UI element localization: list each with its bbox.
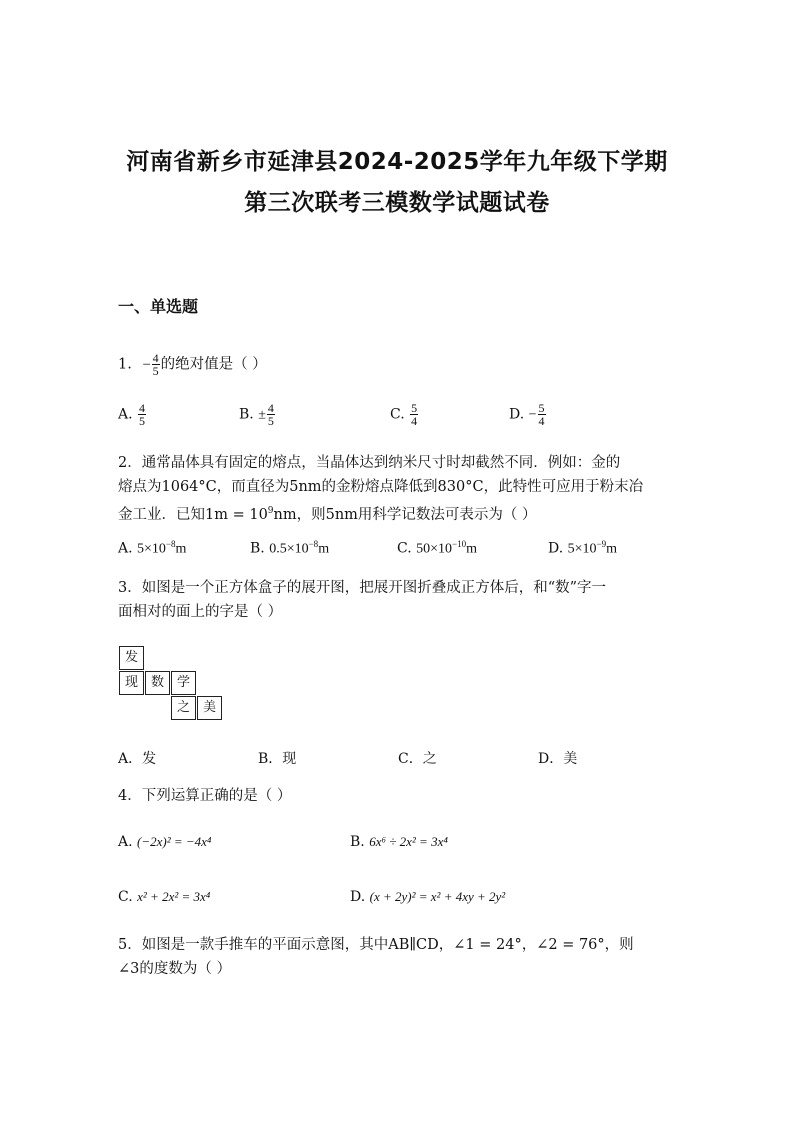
q2-option-a[interactable]: A. $5\times 10^{-8}m$ — [118, 539, 187, 557]
q1-number: 1. — [118, 356, 132, 373]
q4-option-b[interactable]: B. 6x⁶ ÷ 2x² = 3x⁴ — [350, 834, 448, 850]
q3-option-b[interactable]: B．现 — [258, 751, 297, 767]
q2-line-2: 熔点为1064°C，而直径为5nm的金粉熔点降低到830°C，此特性可应用于粉末冶 — [118, 479, 644, 495]
net-cell-fa: 发 — [119, 646, 144, 670]
q3-option-c[interactable]: C．之 — [398, 751, 437, 767]
q4-option-c[interactable]: C. x² + 2x² = 3x⁴ — [118, 889, 211, 905]
q1-option-c[interactable]: C. $\frac{5}{4}$ — [390, 401, 418, 428]
net-cell-shu: 数 — [145, 671, 170, 695]
question-1 — [118, 352, 678, 377]
net-cell-mei: 美 — [197, 696, 222, 720]
q4-option-a[interactable]: A. (−2x)² = −4x⁴ — [118, 834, 212, 850]
net-cell-xue: 学 — [171, 671, 196, 695]
title-line-1: 河南省新乡市延津县2024-2025学年九年级下学期 — [126, 149, 668, 175]
q5-line-1: 5．如图是一款手推车的平面示意图，其中AB∥CD，∠1 = 24°，∠2 = 76°，则 — [118, 937, 634, 953]
net-cell-xian: 现 — [119, 671, 144, 695]
q3-line-2: 面相对的面上的字是（ ） — [118, 604, 283, 620]
q1-text: 的绝对值是（ ） — [160, 356, 267, 373]
q3-option-a[interactable]: A．发 — [118, 751, 157, 767]
q5-line-2: ∠3的度数为（ ） — [118, 961, 231, 977]
title-line-2: 第三次联考三模数学试题试卷 — [244, 190, 550, 216]
q2-option-d[interactable]: D. $5\times 10^{-9}m$ — [548, 539, 618, 557]
q1-fraction: $\frac{4}{5}$ — [152, 351, 159, 378]
q2-line-3: 金工业．已知$1m = 10^9nm$，则5nm用科学记数法可表示为（ ） — [118, 506, 537, 523]
q1-option-a[interactable]: A. $\frac{4}{5}$ — [118, 401, 146, 428]
question-5 — [118, 933, 678, 981]
q2-line-1: 2．通常晶体具有固定的熔点，当晶体达到纳米尺寸时却截然不同．例如：金的 — [118, 455, 621, 471]
net-cell-zhi: 之 — [171, 696, 196, 720]
section-heading: 一、单选题 — [118, 297, 199, 316]
q1-option-d[interactable]: D. − $\frac{5}{4}$ — [509, 401, 545, 428]
q1-sign: − — [142, 356, 151, 373]
q2-option-c[interactable]: C. $50\times 10^{-10}m$ — [397, 539, 477, 557]
q3-option-d[interactable]: D．美 — [538, 751, 578, 767]
question-3 — [118, 576, 678, 624]
q2-option-b[interactable]: B. $0.5\times 10^{-8}m$ — [250, 539, 330, 557]
question-4: 4．下列运算正确的是（ ） — [118, 788, 292, 804]
q4-option-d[interactable]: D. (x + 2y)² = x² + 4xy + 2y² — [350, 889, 506, 905]
q3-line-1: 3．如图是一个正方体盒子的展开图，把展开图折叠成正方体后，和“数”字一 — [118, 580, 607, 596]
question-2 — [118, 451, 678, 527]
q1-option-b[interactable]: B. ± $\frac{4}{5}$ — [239, 401, 274, 428]
